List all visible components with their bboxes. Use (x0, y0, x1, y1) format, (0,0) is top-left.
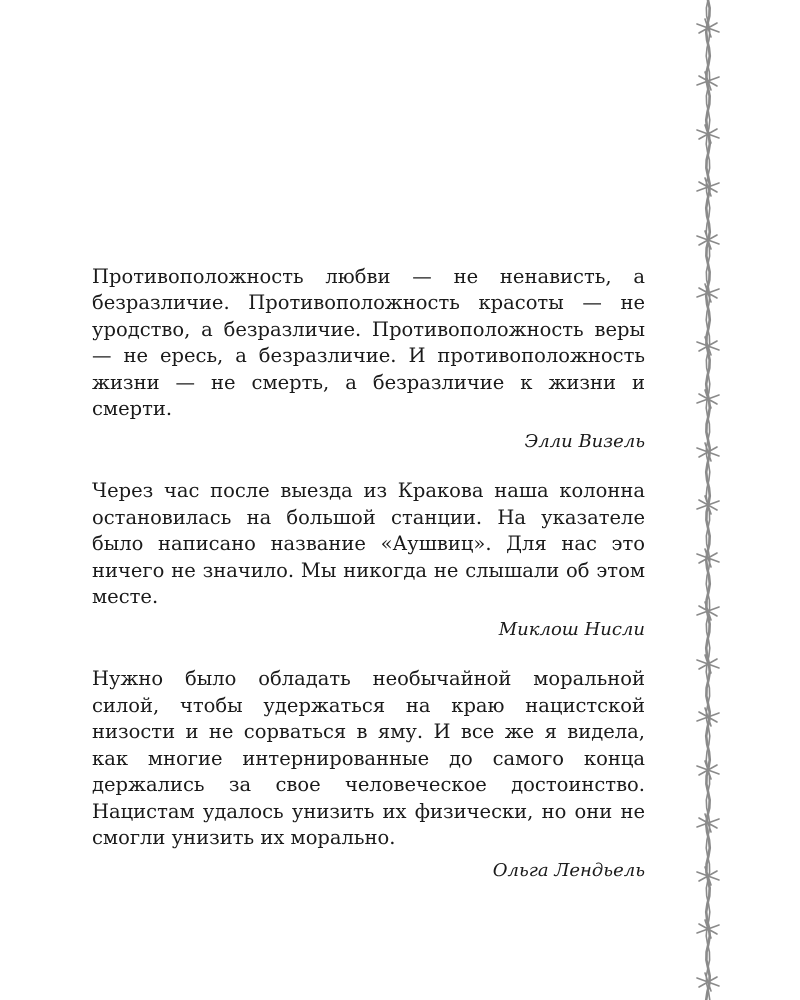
epigraph-author: Миклош Нисли (498, 619, 645, 641)
epigraph-quote: Через час после выезда из Кракова наша колонна остановилась на большой станции. На указателе было написано название «Аушвиц». Для нас это ничего не значило. Мы никогда не слышали об этом месте. (92, 479, 645, 609)
epigraph-quote: Противоположность любви — не ненависть, а безразличие. Противоположность красоты — не уродство, а безразличие. Противоположность веры — не ересь, а безразличие. И противоположность жизни — не смерть, а безразличие к жизни и смерти. (92, 265, 645, 421)
epigraph-wiesel (92, 264, 645, 454)
epigraph-lengyel (92, 666, 645, 883)
epigraphs (92, 264, 645, 883)
barbed-wire-icon (690, 0, 800, 1000)
epigraph-author: Элли Визель (524, 431, 645, 453)
epigraph-nyiszli (92, 478, 645, 642)
wire-barbs (697, 19, 719, 991)
epigraph-author: Ольга Лендьель (492, 860, 645, 882)
epigraph-quote: Нужно было обладать необычайной моральной силой, чтобы удержаться на краю нацистской низости и не сорваться в яму. И все же я видела, как многие интернированные до самого конца держались за свое человеческое достоинство. Нацистам удалось унизить их физически, но они не смогли унизить их морально. (92, 667, 645, 849)
